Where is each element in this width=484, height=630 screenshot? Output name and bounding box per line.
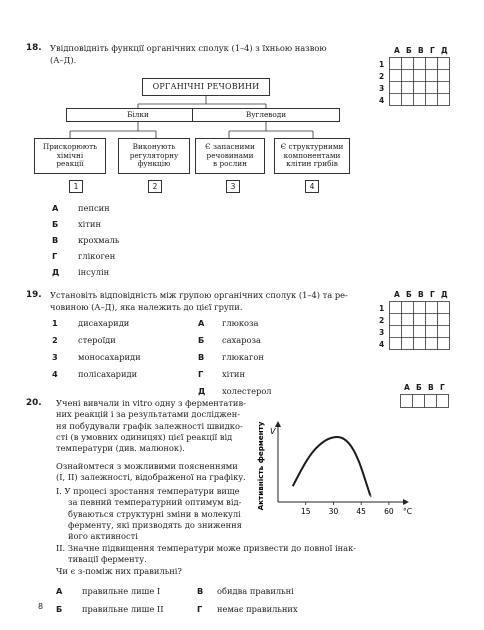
grid18-col-b: Б: [406, 46, 412, 55]
grid18-col-v: В: [418, 46, 424, 55]
diagram-carbohydrates-box: Вуглеводи: [192, 108, 340, 122]
grid19-col-g: Г: [430, 290, 435, 299]
grid19-row-4: 4: [379, 340, 385, 349]
grid20-cells[interactable]: [400, 394, 450, 409]
q20-question: Чи є з-поміж них правильні?: [56, 566, 182, 576]
grid19-row-labels: [379, 303, 384, 351]
q20-p1-line3: ня побудували графік залежності швидко-: [56, 420, 243, 431]
diagram-num-4: 4: [305, 180, 319, 193]
q19-left-4-text: полісахариди: [78, 369, 138, 379]
grid18-row-2: 2: [379, 72, 385, 81]
q18-option-g-letter: Г: [52, 251, 58, 261]
leaf-3-line3: в рослин: [213, 159, 247, 169]
q19-right-a-text: глюкоза: [222, 318, 259, 328]
diagram-leaf-1: [34, 138, 106, 174]
leaf-1-line3: реакції: [56, 159, 84, 169]
q20-answer-a-text: правильне лише І: [82, 586, 161, 596]
q18-option-d-text: інсулін: [78, 267, 110, 277]
grid19-cells[interactable]: [389, 301, 451, 353]
diagram-leaf-4: [274, 138, 350, 174]
q18-option-a-text: пепсин: [78, 203, 110, 213]
q20-p1-line2: них реакцій і за результатами досліджен-: [56, 409, 241, 420]
q19-right-d-text: холестерол: [222, 386, 272, 396]
grid19-row-1: 1: [379, 304, 385, 313]
diagram-proteins-box: Білки: [66, 108, 210, 122]
q20-e1-line1: І. У процесі зростання температури вище: [56, 486, 240, 496]
grid20-col-v: В: [428, 383, 434, 392]
q19-left-3-num: 3: [52, 352, 58, 362]
q20-answer-b-text: правильне лише ІІ: [82, 604, 164, 614]
q19-right-g-letter: Г: [198, 369, 204, 379]
diagram-root-box: ОРГАНІЧНІ РЕЧОВИНИ: [142, 78, 270, 96]
q19-text-line2: човиною (А–Д), яка належить до цієї групи.: [50, 302, 243, 312]
q19-left-1-num: 1: [52, 318, 58, 328]
q19-left-2-num: 2: [52, 335, 58, 345]
chart-series-line: [293, 437, 371, 496]
grid18-row-4: 4: [379, 96, 385, 105]
leaf-2-line1: Виконують: [132, 142, 176, 152]
q18-option-g-text: глікоген: [78, 251, 116, 261]
q19-left-1-text: дисахариди: [78, 318, 130, 328]
grid18-cells[interactable]: [389, 57, 451, 109]
q19-left-2-text: стероїди: [78, 335, 116, 345]
q19-left-4-num: 4: [52, 369, 58, 379]
q20-p1-line5: температури (див. малюнок).: [56, 443, 185, 454]
diagram-leaf-2: [118, 138, 190, 174]
grid20-col-a: А: [404, 383, 410, 392]
diagram-num-1: 1: [69, 180, 83, 193]
q20-e2-line1: ІІ. Значне підвищення температури може призвести до повної інак-: [56, 543, 357, 553]
chart-y-label: Активність ферменту: [256, 421, 265, 511]
grid18-row-3: 3: [379, 84, 385, 93]
q20-p1-line1: Учені вивчали in vitro одну з ферментатив-: [56, 398, 246, 408]
q20-answer-g-letter: Г: [197, 604, 203, 614]
q19-number: 19.: [26, 290, 42, 300]
grid19-row-3: 3: [379, 328, 385, 337]
grid19-col-a: А: [394, 290, 400, 299]
grid20-col-b: Б: [416, 383, 422, 392]
enzyme-activity-chart: [250, 418, 420, 528]
diagram-leaf-3: [195, 138, 265, 174]
leaf-2-line2: регуляторну: [129, 150, 179, 160]
q18-option-b-text: хітин: [78, 219, 101, 229]
q19-left-3-text: моносахариди: [78, 352, 141, 362]
q20-e1-line2: за певний температурний оптимум від-: [68, 497, 242, 508]
leaf-3-line2: речовинами: [206, 150, 254, 160]
grid18-row-1: 1: [379, 60, 385, 69]
q20-paragraph-1: [56, 398, 246, 454]
leaf-4-line3: клітин грибів: [286, 159, 338, 169]
grid19-col-v: В: [418, 290, 424, 299]
q20-answer-v-text: обидва правильні: [217, 586, 294, 596]
q20-number: 20.: [26, 398, 42, 408]
grid20-col-g: Г: [440, 383, 445, 392]
q18-text-line1: Увідповідніть функції органічних сполук (1–4) з їхньою назвою: [50, 43, 327, 53]
q18-option-a-letter: А: [52, 203, 59, 213]
q20-answer-b-letter: Б: [56, 604, 63, 614]
q20-p1-line4: сті (в умовних одиницях) цієї реакції від: [56, 431, 233, 442]
leaf-2-line3: функцію: [137, 159, 171, 169]
grid18-col-d: Д: [441, 46, 448, 55]
q18-number: 18.: [26, 43, 42, 53]
page-number: 8: [38, 602, 44, 611]
diagram-num-3: 3: [226, 180, 240, 193]
chart-x-unit: °C: [403, 507, 412, 516]
leaf-1-line2: хімічні: [56, 150, 84, 160]
q18-option-v-text: крохмаль: [78, 235, 120, 245]
grid19-row-2: 2: [379, 316, 385, 325]
q19-right-b-letter: Б: [198, 335, 205, 345]
grid19-col-b: Б: [406, 290, 412, 299]
q19-text-line1: Установіть відповідність між групою органічних сполук (1–4) та ре-: [50, 290, 348, 300]
q20-p2-line2: (І, ІІ) залежності, відображеної на графіку.: [56, 472, 246, 483]
leaf-1-line1: Прискорюють: [42, 142, 98, 152]
q19-right-v-text: глюкагон: [222, 352, 264, 362]
q19-right-a-letter: А: [198, 318, 205, 328]
grid18-col-a: А: [394, 46, 400, 55]
q20-e1-line5: його активності: [68, 531, 138, 542]
q19-right-b-text: сахароза: [222, 335, 261, 345]
q20-e1-line3: буваються структурні зміни в молекулі: [68, 508, 241, 519]
diagram-num-2: 2: [148, 180, 162, 193]
chart-x-tick-label: 15: [300, 507, 311, 516]
q20-answer-g-text: немає правильних: [217, 604, 298, 614]
leaf-4-line1: Є структурними: [280, 142, 344, 152]
grid19-col-d: Д: [441, 290, 448, 299]
q20-paragraph-2: [56, 461, 246, 484]
chart-x-tick-label: 45: [356, 507, 366, 516]
q18-option-v-letter: В: [52, 235, 59, 245]
q20-p2-line1: Ознайомтеся з можливими поясненнями: [56, 461, 238, 471]
q18-option-d-letter: Д: [52, 267, 60, 277]
q20-explanation-1: [56, 486, 242, 542]
leaf-4-line2: компонентами: [283, 150, 341, 160]
q20-answer-a-letter: А: [56, 586, 63, 596]
q19-right-g-text: хітин: [222, 369, 245, 379]
grid18-col-g: Г: [430, 46, 435, 55]
q20-e2-line2: тивації ферменту.: [68, 554, 147, 564]
q20-e1-line4: ферменту, які призводять до зниження: [68, 519, 242, 530]
chart-x-tick-label: 60: [384, 507, 394, 516]
grid20-header: [402, 383, 452, 393]
q19-right-v-letter: В: [198, 352, 205, 362]
chart-y-symbol: V: [270, 427, 276, 436]
q20-answer-v-letter: В: [197, 586, 204, 596]
q18-option-b-letter: Б: [52, 219, 59, 229]
grid18-row-labels: [379, 59, 384, 107]
grid18-header: [392, 46, 452, 56]
leaf-3-line1: Є запасними: [205, 142, 255, 152]
q19-right-d-letter: Д: [198, 386, 206, 396]
q18-text-line2: (А–Д).: [50, 55, 77, 65]
chart-x-tick-label: 30: [328, 507, 339, 516]
grid19-header: [392, 290, 452, 300]
